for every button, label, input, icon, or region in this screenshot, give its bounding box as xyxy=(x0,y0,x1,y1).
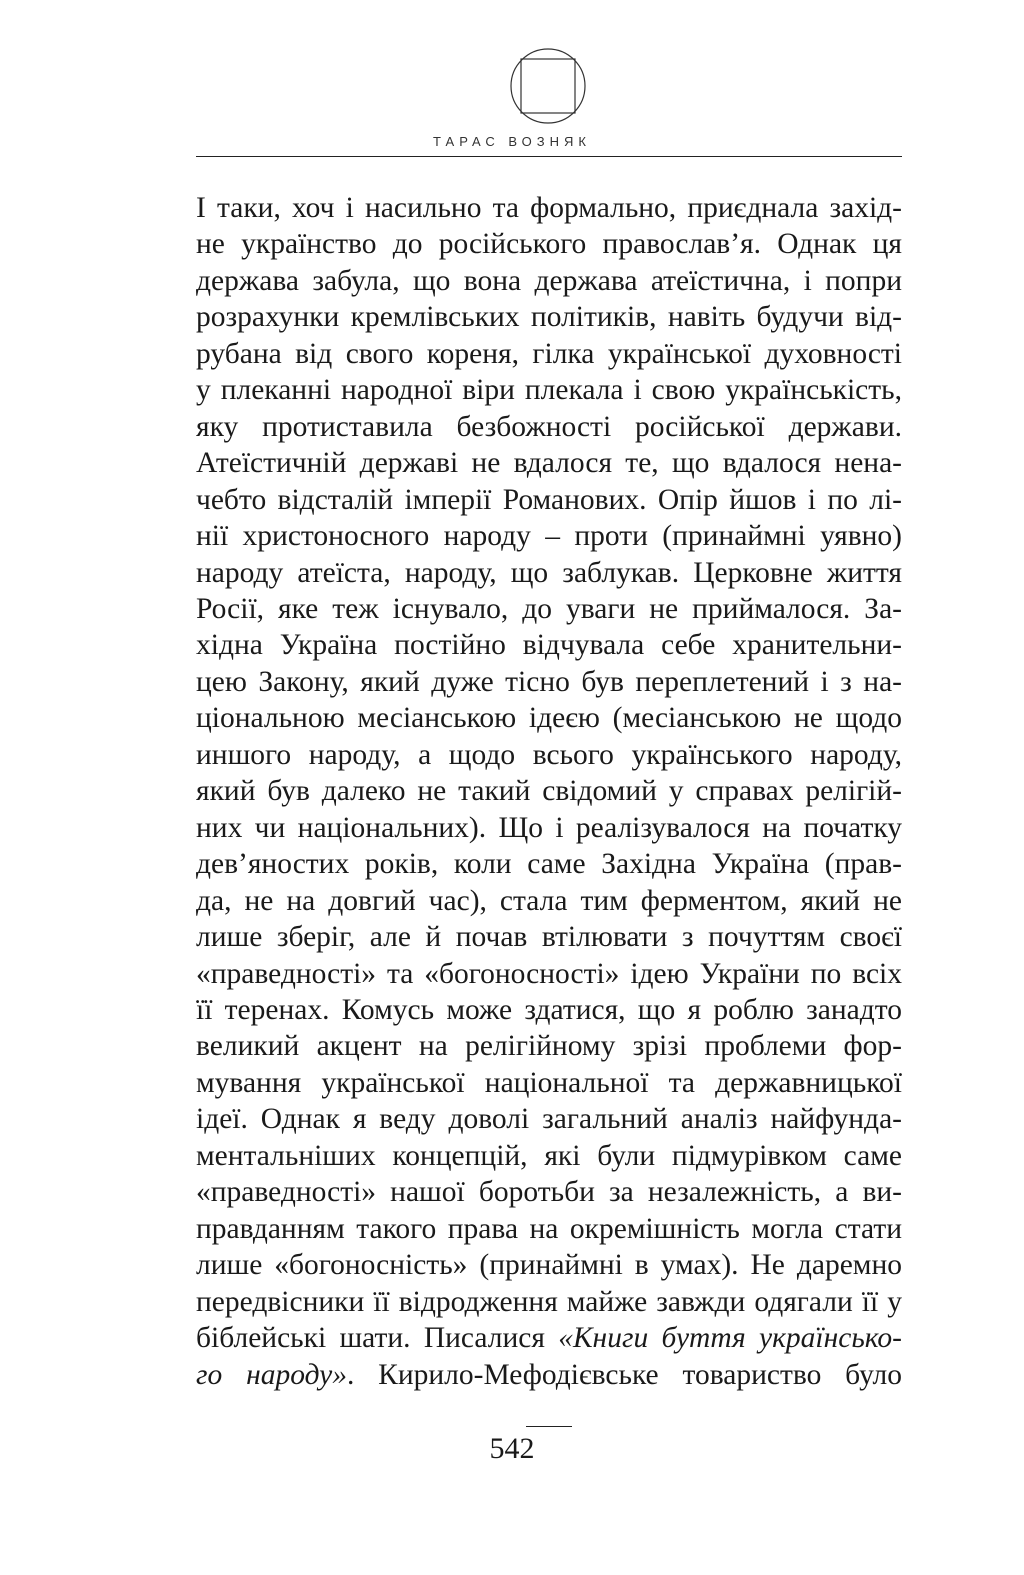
text-line xyxy=(196,372,902,408)
text-line xyxy=(196,992,902,1028)
text-segment: який був далеко не такий свідомий у справах релігій- xyxy=(196,775,902,808)
text-line xyxy=(196,482,902,518)
text-segment: чебто відсталій імперії Романових. Опір йшов і по лі- xyxy=(196,483,902,516)
text-segment: розрахунки кремлівських політиків, навіть будучи від- xyxy=(196,301,902,334)
text-line xyxy=(196,1320,902,1356)
text-segment: яку протиставила безбожності російської держави. xyxy=(196,410,902,443)
text-segment: «праведності» та «богоносності» ідею України по всіх xyxy=(196,957,902,990)
text-segment: у плеканні народної віри плекала і свою українськість, xyxy=(196,374,902,407)
text-line xyxy=(196,1174,902,1210)
text-line xyxy=(196,846,902,882)
text-segment: І таки, хоч і насильно та формально, приєднала захід- xyxy=(196,192,902,224)
text-segment: . Кирило-Мефодієвське товариство було xyxy=(346,1358,902,1391)
text-line xyxy=(196,664,902,700)
body-text xyxy=(196,190,902,1393)
text-line xyxy=(196,336,902,372)
text-segment: мування української національної та державницької xyxy=(196,1066,902,1099)
text-line xyxy=(196,1138,902,1174)
text-segment: лише «богоносність» (принаймні в умах). Не даремно xyxy=(196,1249,902,1282)
text-segment: ціональною месіанською ідеєю (месіанською не щодо xyxy=(196,702,902,735)
text-segment: хідна Україна постійно відчувала себе хранительни- xyxy=(196,629,902,662)
book-title-italic: го народу» xyxy=(196,1358,347,1391)
text-segment: да, не на довгий час), стала тим ферментом, який не xyxy=(196,884,902,917)
header-rule xyxy=(196,156,902,157)
text-line xyxy=(196,919,902,955)
text-line xyxy=(196,1211,902,1247)
text-segment: них чи національних). Що і реалізувалося на початку xyxy=(196,811,902,844)
text-line xyxy=(196,956,902,992)
text-line xyxy=(196,810,902,846)
text-segment: великий акцент на релігійному зрізі проблеми фор- xyxy=(196,1030,902,1063)
text-line xyxy=(196,700,902,736)
text-segment: народу атеїста, народу, що заблукав. Церковне життя xyxy=(196,556,902,589)
text-segment: рубана від свого кореня, гілка української духовності xyxy=(196,337,902,370)
text-line xyxy=(196,263,902,299)
text-line xyxy=(196,737,902,773)
text-line xyxy=(196,591,902,627)
text-line xyxy=(196,299,902,335)
text-segment: Росії, яке теж існувало, до уваги не приймалося. За- xyxy=(196,592,902,625)
text-line xyxy=(196,627,902,663)
page-number: 542 xyxy=(489,1432,535,1465)
text-segment: передвісники її відродження майже завжди одягали її у xyxy=(196,1285,902,1318)
text-segment: держава забула, що вона держава атеїстична, і попри xyxy=(196,264,902,297)
text-segment: нії христоносного народу – проти (принаймні уявно) xyxy=(196,520,902,553)
text-segment: правданням такого права на окремішність могла стати xyxy=(196,1212,902,1245)
text-line xyxy=(196,518,902,554)
text-segment: «праведності» нашої боротьби за незалежність, а ви- xyxy=(196,1176,902,1209)
text-line xyxy=(196,1247,902,1283)
text-line xyxy=(196,773,902,809)
text-segment: ментальніших концепцій, які були підмурівком саме xyxy=(196,1139,902,1172)
text-line xyxy=(196,226,902,262)
text-line xyxy=(196,1065,902,1101)
circle-square-logo-icon xyxy=(508,46,588,126)
book-title-italic: «Книги буття українсько- xyxy=(558,1322,903,1355)
text-line xyxy=(196,1101,902,1137)
text-segment: цею Закону, який дуже тісно був переплетений і з на- xyxy=(196,665,902,698)
text-line xyxy=(196,409,902,445)
running-head-author: ТАРАС ВОЗНЯК xyxy=(433,134,591,149)
text-segment: її теренах. Комусь може здатися, що я роблю занадто xyxy=(196,993,902,1026)
text-segment: дев’яностих років, коли саме Західна Україна (прав- xyxy=(196,848,902,881)
text-line xyxy=(196,1028,902,1064)
text-line xyxy=(196,1284,902,1320)
text-line xyxy=(196,1357,902,1393)
text-line xyxy=(196,445,902,481)
text-segment: ідеї. Однак я веду доволі загальний аналіз найфунда- xyxy=(196,1103,902,1136)
text-segment: лише зберіг, але й почав втілювати з почуттям своєї xyxy=(196,921,902,954)
page-number-rule xyxy=(526,1426,572,1427)
text-line xyxy=(196,555,902,591)
text-segment: Атеїстичній державі не вдалося те, що вдалося нена- xyxy=(196,447,902,480)
text-line xyxy=(196,190,902,226)
text-segment: біблейські шати. Писалися xyxy=(196,1322,559,1355)
text-segment: не українство до російського православ’я. Однак ця xyxy=(196,228,902,261)
text-segment: иншого народу, а щодо всього українського народу, xyxy=(196,738,902,771)
text-line xyxy=(196,883,902,919)
